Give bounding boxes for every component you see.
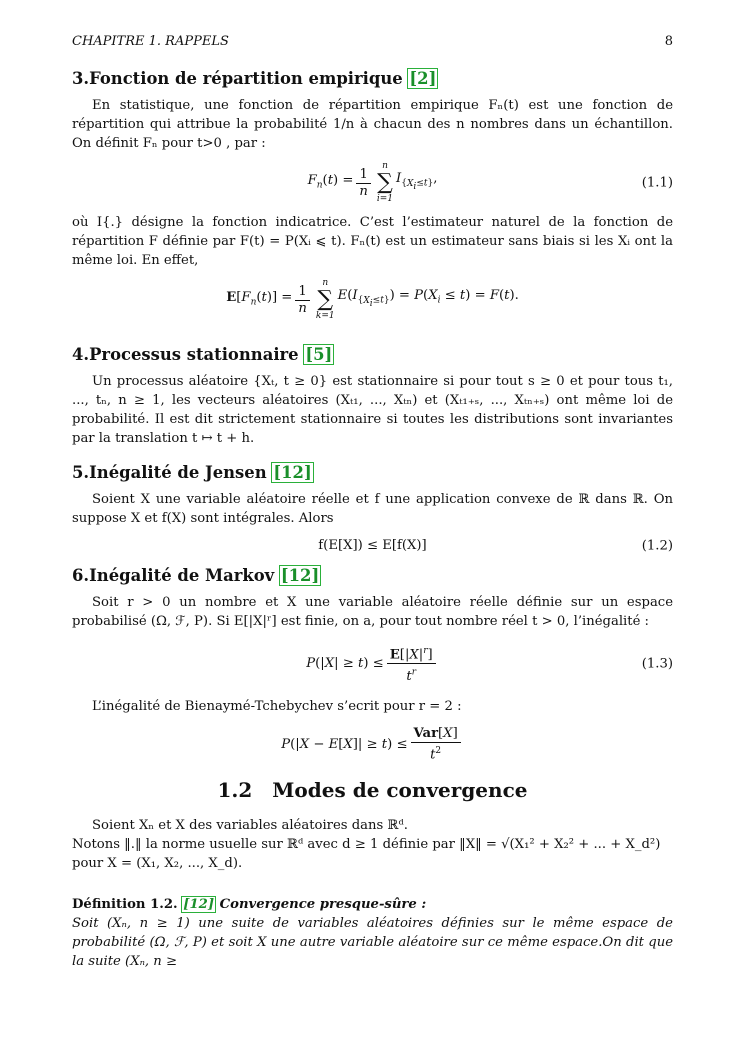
- definition-body: Soit (Xₙ, n ≥ 1) une suite de variables aléatoires définies sur le même espace de probabilité (Ω, ℱ, P) et soit X une autre variable aléatoire sur ce même espace.On dit que la suite (Xₙ, n ≥: [72, 916, 673, 970]
- heading-text: 4.Processus stationnaire: [72, 345, 299, 364]
- paragraph: Soient X une variable aléatoire réelle et f une application convexe de ℝ dans ℝ. On suppose X et f(X) sont intégrales. Alors: [72, 492, 673, 526]
- equation-number: (1.2): [641, 538, 673, 553]
- equation-number: (1.3): [641, 656, 673, 672]
- paragraph: L’inégalité de Bienaymé-Tchebychev s’ecrit pour r = 2 :: [92, 698, 462, 714]
- citation-link[interactable]: [5]: [305, 345, 333, 364]
- equation-chebyshev: P(|X − E[X]| ≥ t) ≤ $\frac{\text{Var[X]}}{t^2}$: [72, 726, 673, 763]
- definition-heading: [72, 895, 673, 914]
- equation-1-2: [72, 536, 673, 555]
- equation-number: (1.1): [641, 175, 673, 191]
- paragraph: Notons ‖.‖ la norme usuelle sur ℝᵈ avec d ≥ 1 définie par ‖X‖ = √(X₁² + X₂² + ... + X_d²): [72, 837, 661, 853]
- equation-1-3: P(|X| ≥ t) ≤ $\frac{E[|X|^r]}{t^r}$ (1.3): [72, 643, 673, 685]
- heading-jensen: [72, 462, 673, 484]
- heading-text: 3.Fonction de répartition empirique: [72, 69, 403, 88]
- equation-1-1: $F_n(t)$ = $\frac{1}{n}$ n ∑ i=1 $I_{\{X_i\le t\}}$, (1.1): [307, 161, 673, 204]
- paragraph: Un processus aléatoire {Xₜ, t ≥ 0} est stationnaire si pour tout s ≥ 0 et pour tous t₁, ..., tₙ, n ≥ 1, les vecteurs aléatoires (Xₜ₁, ..., Xₜₙ) et (Xₜ₁₊ₛ, ..., Xₜₙ₊ₛ) ont même loi de probabilité. Il est dit strictement stationnaire si toutes les distributions sont invariantes par la translation t ↦ t + h.: [72, 374, 673, 446]
- citation-link[interactable]: [12]: [273, 463, 312, 482]
- heading-stationary-process: [72, 344, 673, 366]
- definition-name: Convergence presque-sûre :: [219, 897, 427, 913]
- chapter-title: CHAPITRE 1. RAPPELS: [72, 34, 229, 49]
- definition-label: Définition 1.2.: [72, 897, 178, 913]
- heading-text: 6.Inégalité de Markov: [72, 566, 275, 585]
- citation-link[interactable]: [12]: [183, 897, 215, 913]
- paragraph: En statistique, une fonction de répartition empirique Fₙ(t) est une fonction de répartition qui attribue la probabilité 1/n à chacun des n nombres dans un échantillon. On définit Fₙ pour t>0 , par :: [72, 98, 673, 151]
- citation-link[interactable]: [12]: [280, 566, 320, 585]
- paragraph: Soit r > 0 un nombre et X une variable aléatoire réelle définie sur un espace probabilisé (Ω, ℱ, P). Si E[|X|ʳ] est finie, on a, pour tout nombre réel t > 0, l’inégalité :: [72, 595, 673, 629]
- paragraph: pour X = (X₁, X₂, ..., X_d).: [72, 856, 243, 872]
- heading-markov: [72, 565, 673, 587]
- citation-link[interactable]: [2]: [409, 69, 437, 88]
- equation-text: f(E[X]) ≤ E[f(X)]: [318, 538, 427, 553]
- heading-empirical-cdf: [72, 68, 673, 90]
- page-number: 8: [664, 34, 673, 49]
- running-header: [72, 32, 673, 51]
- section-heading: [72, 778, 673, 803]
- paragraph: Soient Xₙ et X des variables aléatoires dans ℝᵈ.: [92, 818, 408, 834]
- paragraph: où I{.} désigne la fonction indicatrice. C’est l’estimateur naturel de la fonction de répartition F définie par F(t) = P(Xᵢ ⩽ t). Fₙ(t) est un estimateur sans biais si les Xᵢ ont la même loi. En effet,: [72, 215, 673, 268]
- section-title: Modes de convergence: [272, 778, 528, 803]
- main-content: [72, 68, 673, 971]
- section-number: 1.2: [217, 778, 253, 803]
- equation-expectation: $E[F_n(t)]$ = $\frac{1}{n}$ n ∑ k=1 $E(I_{\{X_i\le t\}}) = P(X_i \le t) = F(t)$.: [226, 278, 519, 321]
- heading-text: 5.Inégalité de Jensen: [72, 463, 267, 482]
